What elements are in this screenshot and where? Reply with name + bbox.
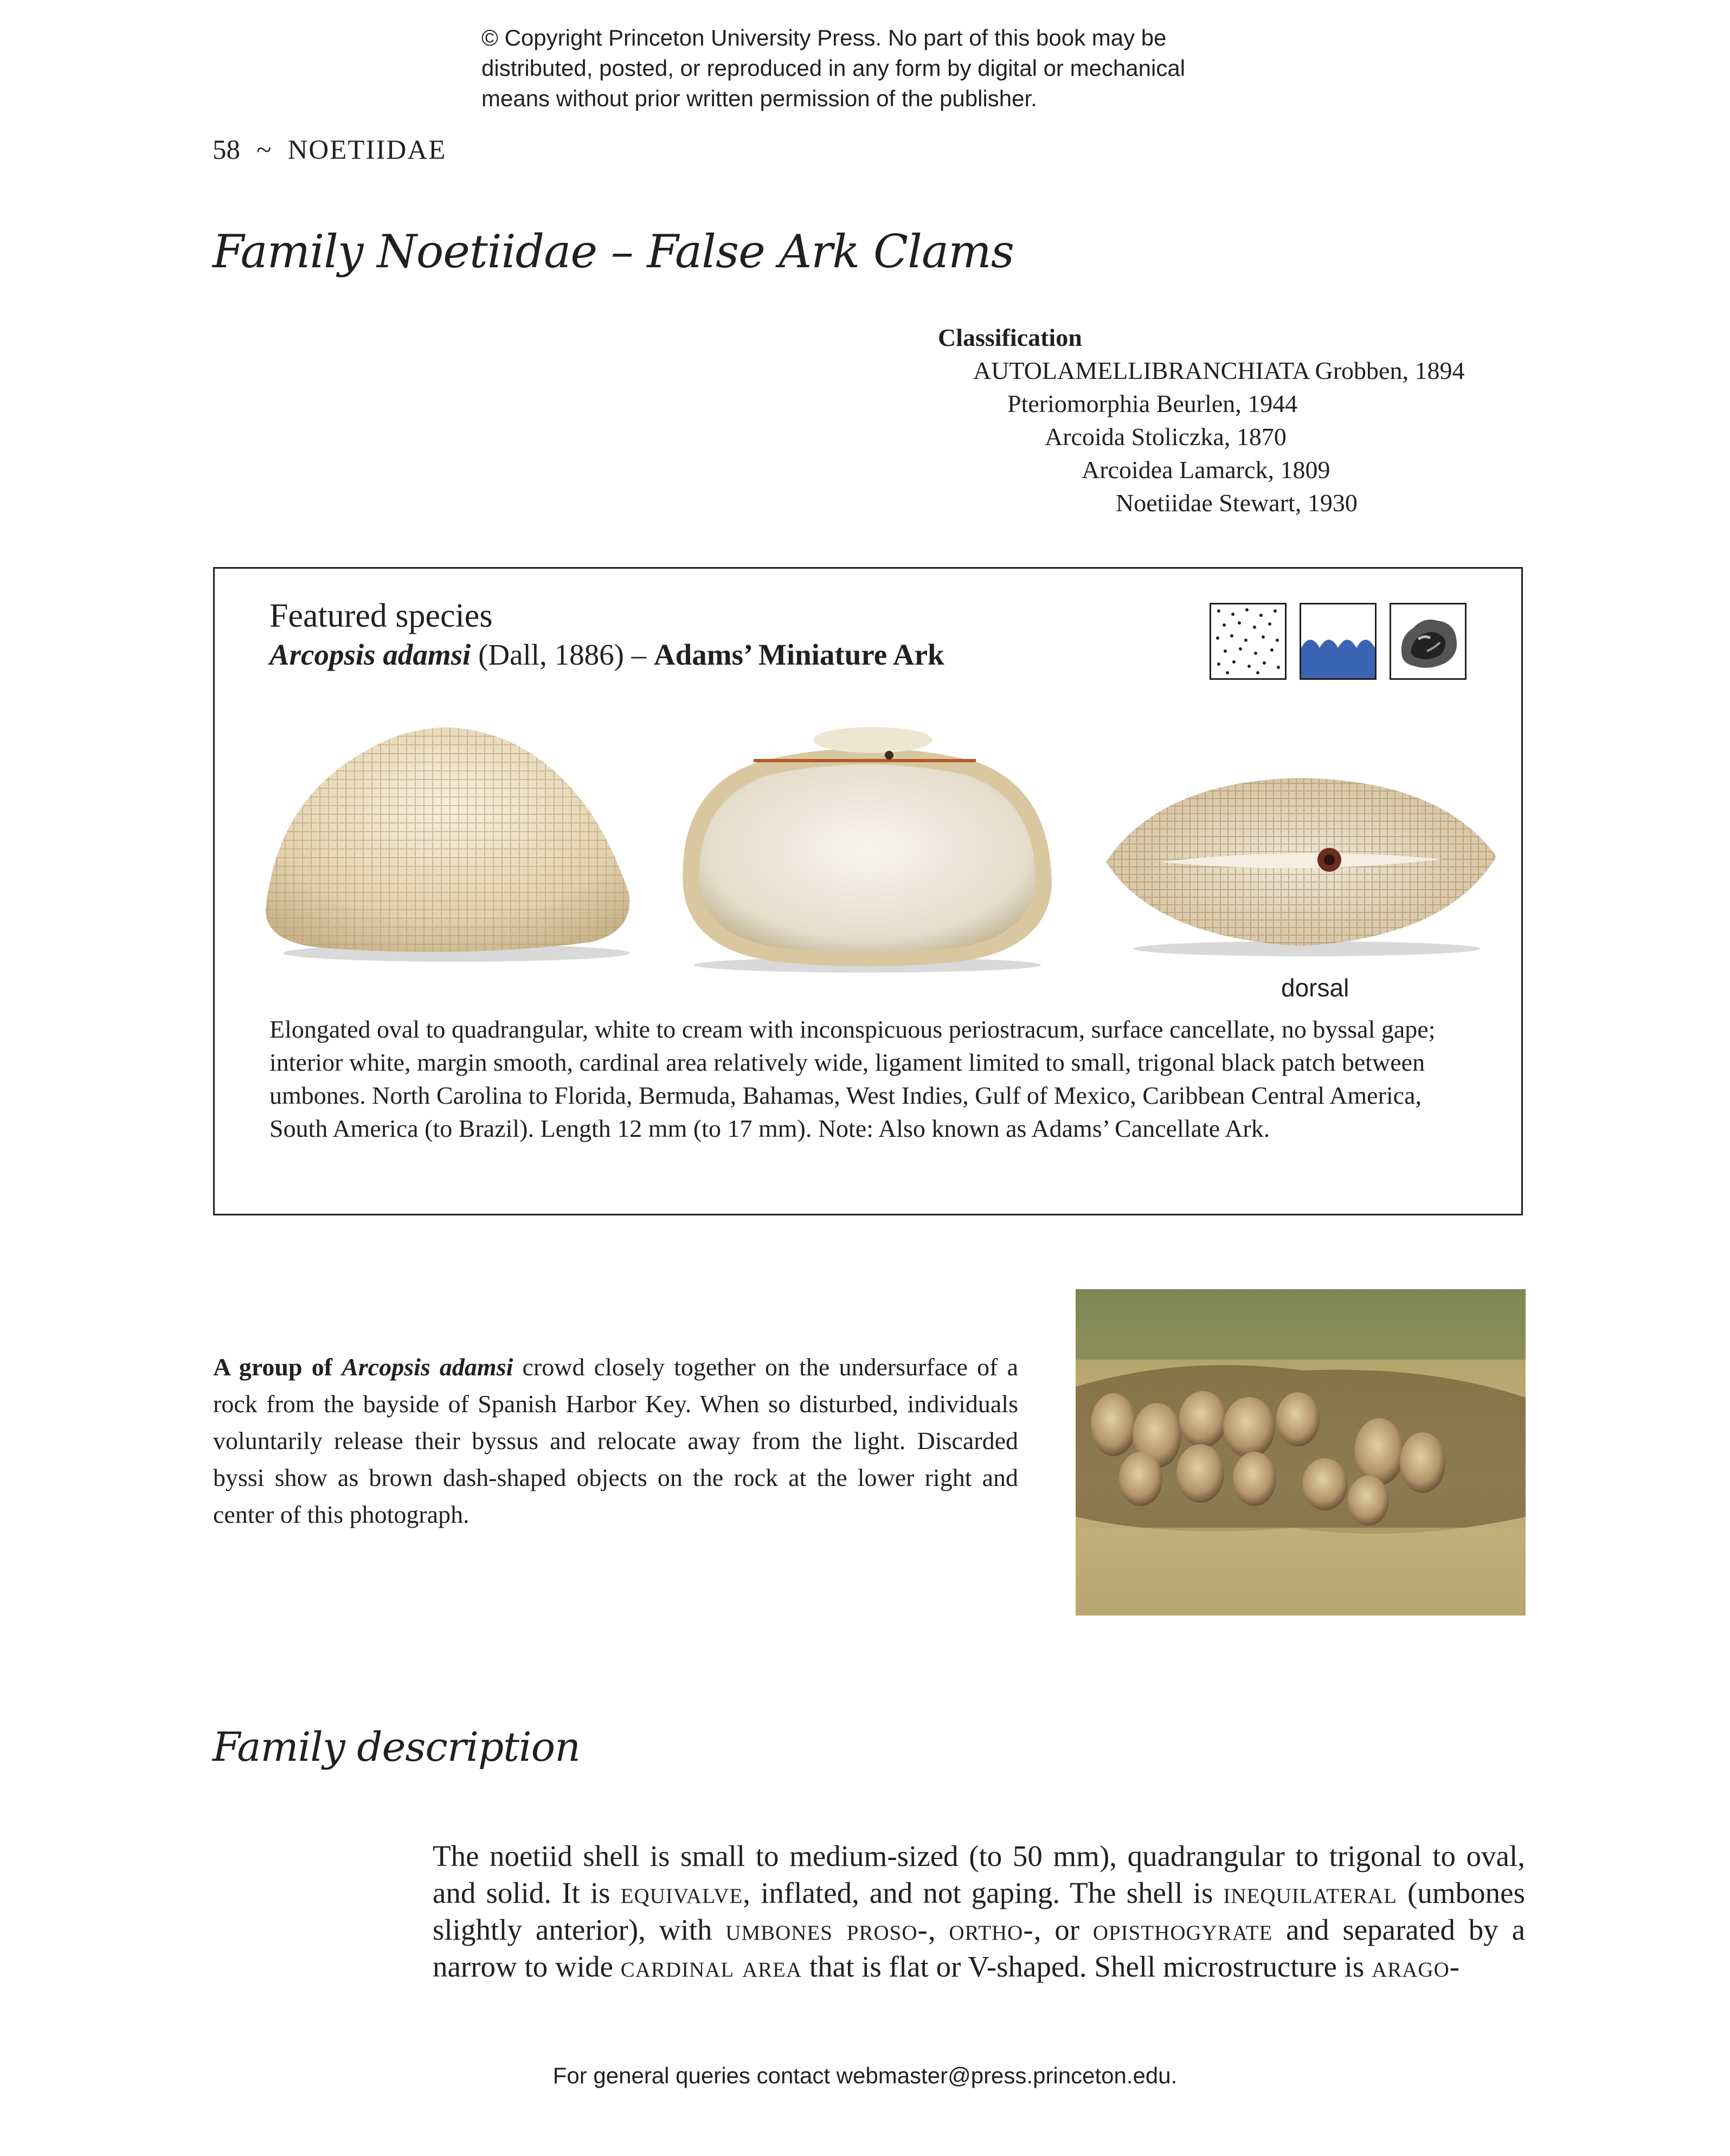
running-head-separator: ~ (256, 135, 272, 165)
running-head (213, 134, 446, 166)
copyright-line: means without prior written permission of the publisher. (481, 86, 1037, 111)
glossary-term: umbones proso- (725, 1913, 928, 1946)
glossary-term: opisthogyrate (1092, 1913, 1273, 1946)
featured-heading: Featured species (269, 597, 493, 634)
family-description-body (433, 1838, 1525, 1985)
water-waves-icon (1300, 603, 1377, 680)
classification-rank: Noetiidae Stewart, 1930 (1116, 489, 1358, 517)
caption-species: Arcopsis adamsi (342, 1353, 513, 1381)
glossary-term: arago- (1372, 1950, 1461, 1983)
classification-rank: Pteriomorphia Beurlen, 1944 (1007, 390, 1298, 417)
glossary-term: cardinal area (620, 1950, 802, 1983)
footer-contact: For general queries contact webmaster@press.princeton.edu. (552, 2063, 1178, 2088)
body-text: that is flat or V-shaped. Shell microstructure is (802, 1950, 1372, 1983)
body-text: (umbones slightly anterior), with (433, 1876, 1525, 1946)
classification-rank: AUTOLAMELLIBRANCHIATA Grobben, 1894 (973, 357, 1465, 384)
shell-exterior-image (255, 715, 645, 964)
classification-rank: Arcoidea Lamarck, 1809 (1082, 456, 1330, 484)
photo-caption (213, 1349, 1018, 1533)
section-title: Family description (213, 1724, 580, 1771)
classification-heading: Classification (938, 324, 1082, 351)
dorsal-view-label: dorsal (1281, 974, 1349, 1002)
copyright-line: distributed, posted, or reproduced in any form by digital or mechanical (481, 55, 1186, 81)
body-text: and separated by a narrow to wide (433, 1913, 1525, 1983)
featured-species-description: Elongated oval to quadrangular, white to cream with inconspicuous periostracum, surface cancellate, no byssal gape; interior white, margin smooth, cardinal area relatively wide, ligament limited to small, trigonal black patch between umbones. North Carolina to Florida, Bermuda, Bahamas, West Indies, Gulf of Mexico, Caribbean Central America, South America (to Brazil). Length 12 mm (to 17 mm). Note: Also known as Adams’ Cancellate Ark. (269, 1015, 1436, 1142)
page-title: Family Noetiidae – False Ark Clams (213, 225, 1014, 278)
species-author: (Dall, 1886) (478, 638, 624, 671)
glossary-term: ortho- (949, 1913, 1034, 1946)
glossary-term: equivalve (620, 1876, 743, 1909)
page-number: 58 (213, 135, 240, 165)
common-name: Adams’ Miniature Ark (653, 638, 944, 671)
copyright-line: © Copyright Princeton University Press. No part of this book may be (481, 25, 1167, 50)
copyright-notice (481, 23, 1295, 114)
species-dash: – (631, 638, 647, 671)
shell-dorsal-image (1095, 764, 1507, 960)
shell-interior-image (672, 724, 1063, 973)
caption-text: crowd closely together on the undersurface of a rock from the bayside of Spanish Harbor Key. When so disturbed, individuals voluntarily release their byssus and relocate away from the light. Discarded byssi show as brown dash-shaped objects on the rock at the lower right and center of this photograph. (213, 1353, 1019, 1528)
body-text: , or (1033, 1913, 1093, 1946)
featured-species-title (269, 638, 944, 672)
classification-rank: Arcoida Stoliczka, 1870 (1045, 423, 1287, 450)
clam-group-photo (1076, 1289, 1526, 1616)
running-head-section: NOETIIDAE (287, 135, 447, 165)
body-text: , inflated, and not gaping. The shell is (743, 1876, 1224, 1909)
rock-icon (1390, 603, 1467, 680)
rock-graphic (1391, 604, 1465, 678)
sand-dots-graphic (1211, 604, 1285, 678)
body-text: , (928, 1913, 949, 1946)
body-text: The noetiid shell is small to medium-sized (to 50 mm), quadrangular to trigonal to oval, and solid. It is (433, 1839, 1525, 1909)
glossary-term: inequilateral (1223, 1876, 1398, 1909)
sand-bottom-icon (1210, 603, 1287, 680)
water-graphic (1301, 604, 1375, 678)
classification-block (938, 321, 1464, 519)
species-name: Arcopsis adamsi (269, 638, 471, 671)
caption-lead: A group of (213, 1353, 342, 1381)
